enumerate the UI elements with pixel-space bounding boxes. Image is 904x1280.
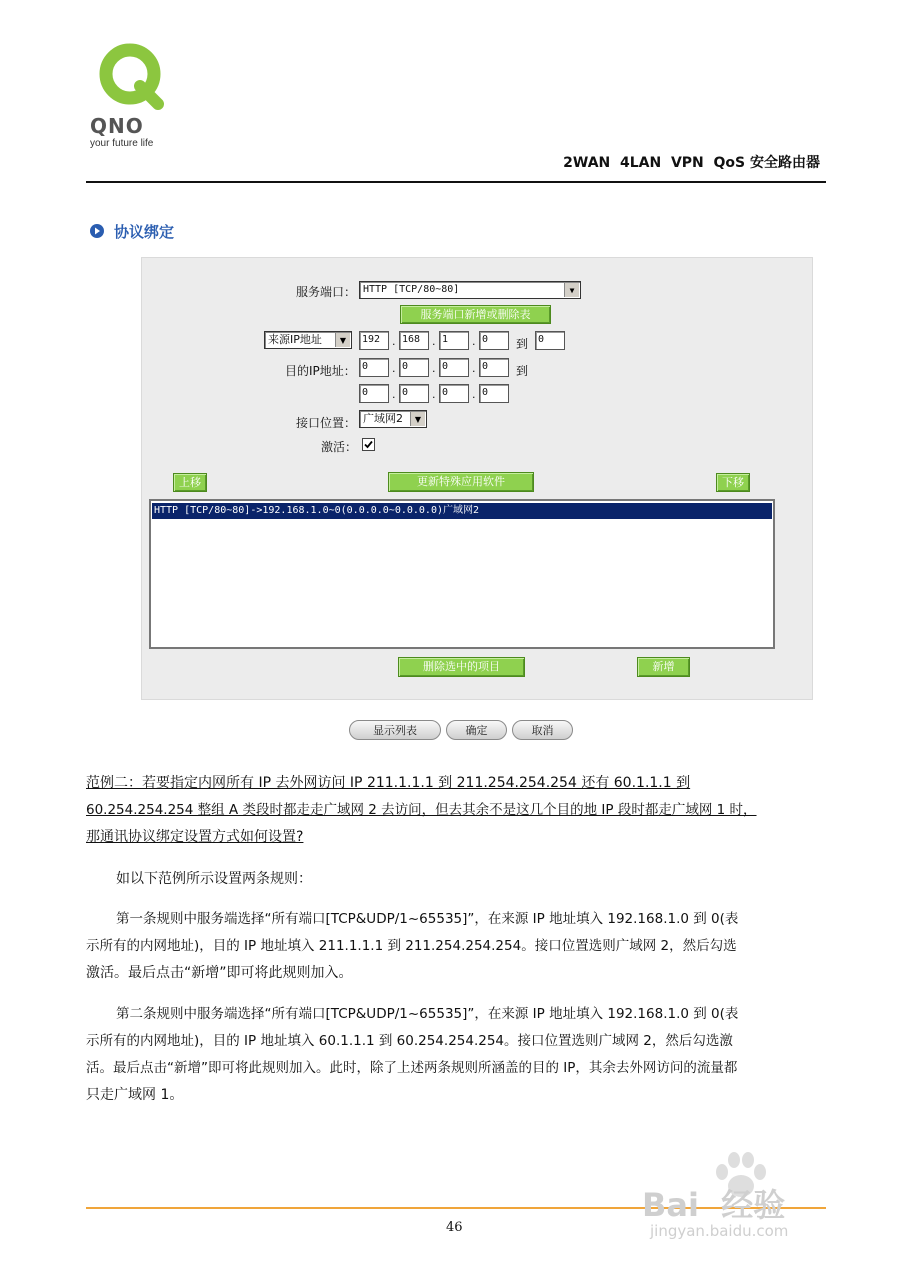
interface-value: 广域网2 bbox=[363, 412, 403, 425]
ok-button[interactable]: 确定 bbox=[446, 720, 507, 740]
service-port-label: 服务端口： bbox=[296, 285, 357, 299]
source-type-select[interactable] bbox=[264, 331, 352, 349]
intro-paragraph: 如以下范例所示设置两条规则： bbox=[116, 871, 312, 887]
activate-label: 激活： bbox=[321, 440, 358, 454]
dest-ip-start-octet-3[interactable]: 0 bbox=[439, 358, 469, 377]
rules-listbox[interactable] bbox=[149, 499, 775, 649]
service-port-value: HTTP [TCP/80~80] bbox=[363, 284, 460, 295]
dest-to-label: 到 bbox=[516, 364, 529, 378]
example-line-2: 60.254.254.254 整组 A 类段时都走走广域网 2 去访问，但去其余不是这几个目的地 IP 段时都走广域网 1 时， bbox=[86, 802, 757, 818]
chevron-down-icon: ▼ bbox=[564, 283, 579, 297]
rule2-line-4: 只走广域网 1。 bbox=[86, 1087, 184, 1103]
rule2-line-3: 活。最后点击“新增”即可将此规则加入。此时，除了上述两条规则所涵盖的目的 IP，其余去外网访问的流量都 bbox=[86, 1060, 738, 1076]
baidu-watermark bbox=[640, 1150, 870, 1250]
rule1-line-1: 第一条规则中服务端选择“所有端口[TCP&UDP/1~65535]”，在来源 IP 地址填入 192.168.1.0 到 0(表 bbox=[116, 911, 739, 927]
ip-separator: . bbox=[472, 362, 476, 375]
ip-separator: . bbox=[432, 388, 436, 401]
rule2-line-2: 示所有的内网地址)，目的 IP 地址填入 60.1.1.1 到 60.254.254.254。接口位置选则广域网 2，然后勾选激 bbox=[86, 1033, 733, 1049]
dest-ip-end-octet-3[interactable]: 0 bbox=[439, 384, 469, 403]
source-ip-octet-3[interactable]: 1 bbox=[439, 331, 469, 350]
dest-ip-label: 目的IP地址： bbox=[285, 364, 356, 378]
dest-ip-end-octet-2[interactable]: 0 bbox=[399, 384, 429, 403]
chevron-down-icon: ▼ bbox=[410, 412, 425, 426]
arrow-bullet-icon bbox=[89, 223, 105, 239]
cancel-button[interactable]: 取消 bbox=[512, 720, 573, 740]
source-ip-octet-4[interactable]: 0 bbox=[479, 331, 509, 350]
example-line-1: 范例二：若要指定内网所有 IP 去外网访问 IP 211.1.1.1 到 211.254.254.254 还有 60.1.1.1 到 bbox=[86, 775, 691, 791]
source-ip-octet-2[interactable]: 168 bbox=[399, 331, 429, 350]
example-line-3: 那通讯协议绑定设置方式如何设置? bbox=[86, 829, 304, 845]
activate-checkbox[interactable] bbox=[362, 438, 375, 451]
service-port-select[interactable] bbox=[359, 281, 581, 299]
dest-ip-end-octet-4[interactable]: 0 bbox=[479, 384, 509, 403]
header-divider bbox=[86, 181, 826, 183]
document-header-title: 2WAN 4LAN VPN QoS 安全路由器 bbox=[563, 155, 820, 171]
section-title: 协议绑定 bbox=[114, 223, 175, 241]
qno-logo bbox=[88, 40, 178, 150]
move-down-button[interactable]: 下移 bbox=[716, 473, 750, 492]
list-item[interactable]: HTTP [TCP/80~80]->192.168.1.0~0(0.0.0.0~0.0.0.0)广域网2 bbox=[152, 503, 772, 519]
ip-separator: . bbox=[392, 388, 396, 401]
rule1-line-3: 激活。最后点击“新增”即可将此规则加入。 bbox=[86, 965, 353, 981]
dest-ip-start-octet-2[interactable]: 0 bbox=[399, 358, 429, 377]
logo-tagline: your future life bbox=[90, 138, 154, 149]
service-table-button[interactable]: 服务端口新增或删除表 bbox=[400, 305, 551, 324]
dest-ip-start-octet-4[interactable]: 0 bbox=[479, 358, 509, 377]
dest-ip-start-octet-1[interactable]: 0 bbox=[359, 358, 389, 377]
interface-select[interactable] bbox=[359, 410, 427, 428]
ip-separator: . bbox=[472, 388, 476, 401]
ip-separator: . bbox=[432, 335, 436, 348]
delete-selected-button[interactable]: 删除选中的项目 bbox=[398, 657, 525, 677]
add-rule-button[interactable]: 新增 bbox=[637, 657, 690, 677]
dest-ip-end-octet-1[interactable]: 0 bbox=[359, 384, 389, 403]
rule1-line-2: 示所有的内网地址)，目的 IP 地址填入 211.1.1.1 到 211.254.254.254。接口位置选则广域网 2，然后勾选 bbox=[86, 938, 737, 954]
interface-label: 接口位置： bbox=[296, 416, 357, 430]
ip-separator: . bbox=[392, 362, 396, 375]
checkmark-icon bbox=[363, 439, 374, 450]
source-to-label: 到 bbox=[516, 337, 529, 351]
move-up-button[interactable]: 上移 bbox=[173, 473, 207, 492]
source-ip-end[interactable]: 0 bbox=[535, 331, 565, 350]
show-table-button[interactable]: 显示列表 bbox=[349, 720, 441, 740]
ip-separator: . bbox=[472, 335, 476, 348]
qno-logo-mark-icon bbox=[88, 40, 178, 120]
watermark-url: jingyan.baidu.com bbox=[650, 1222, 789, 1240]
chevron-down-icon: ▼ bbox=[335, 333, 350, 347]
source-type-value: 来源IP地址 bbox=[268, 333, 322, 346]
rule2-line-1: 第二条规则中服务端选择“所有端口[TCP&UDP/1~65535]”，在来源 IP 地址填入 192.168.1.0 到 0(表 bbox=[116, 1006, 739, 1022]
ip-separator: . bbox=[432, 362, 436, 375]
watermark-brand: Bai 经验 bbox=[642, 1186, 786, 1224]
logo-wordmark: QNO bbox=[90, 114, 144, 138]
ip-separator: . bbox=[392, 335, 396, 348]
source-ip-octet-1[interactable]: 192 bbox=[359, 331, 389, 350]
page-number: 46 bbox=[446, 1220, 463, 1235]
update-apps-button[interactable]: 更新特殊应用软件 bbox=[388, 472, 534, 492]
